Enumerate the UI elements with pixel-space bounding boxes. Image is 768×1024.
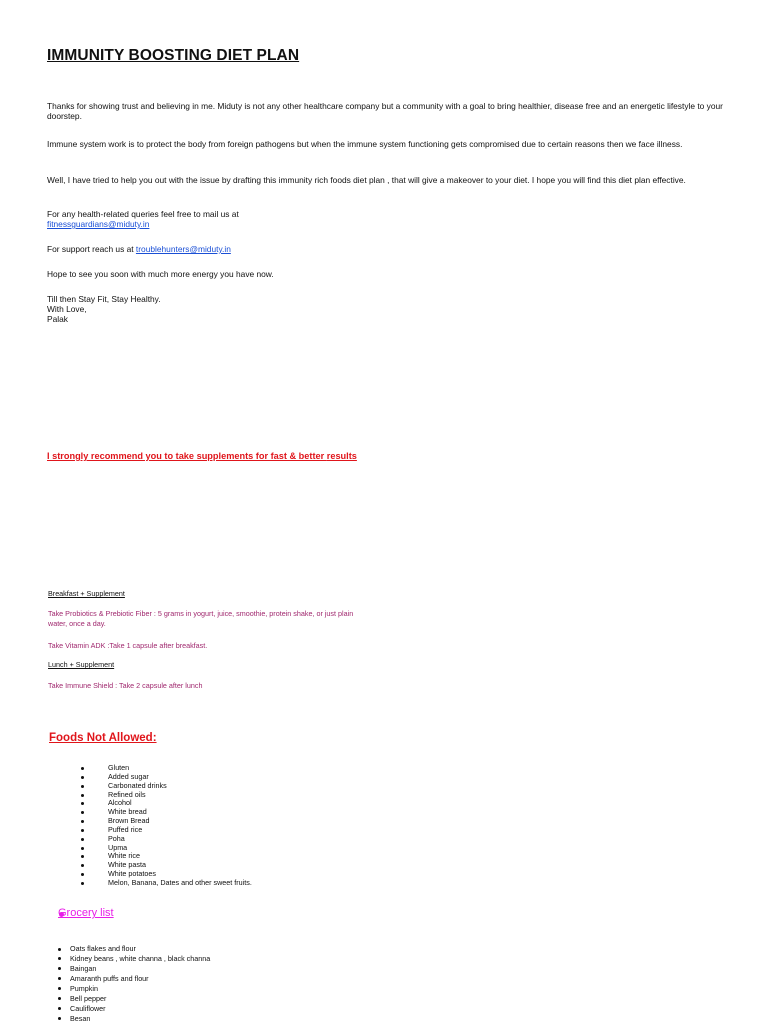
lunch-heading: Lunch + Supplement xyxy=(48,660,115,669)
list-item: Carbonated drinks xyxy=(80,782,252,791)
list-item: Brown Bread xyxy=(80,817,252,826)
contact-text: For any health-related queries feel free to mail us at xyxy=(47,209,239,219)
list-item: Besan xyxy=(58,1014,210,1024)
list-item: Melon, Banana, Dates and other sweet fruits. xyxy=(80,879,252,888)
list-item: Kidney beans , white channa , black channa xyxy=(58,954,210,964)
list-item: White pasta xyxy=(80,861,252,870)
foods-not-allowed-heading: Foods Not Allowed: xyxy=(49,732,157,744)
list-item: Alcohol xyxy=(80,799,252,808)
fitness-email-link[interactable]: fitnessguardians@miduty.in xyxy=(47,219,150,229)
list-item: White rice xyxy=(80,852,252,861)
list-item: Added sugar xyxy=(80,773,252,782)
page-title: IMMUNITY BOOSTING DIET PLAN xyxy=(47,47,300,64)
results-link[interactable]: results xyxy=(326,451,357,461)
signoff-name: Palak xyxy=(47,314,68,324)
foods-not-allowed-list xyxy=(80,764,252,888)
supplement-recommendation xyxy=(47,451,357,461)
grocery-list-heading[interactable]: Grocery list xyxy=(58,907,114,919)
lunch-supplement-1: Take Immune Shield : Take 2 capsule after lunch xyxy=(48,681,203,690)
list-item: Bell pepper xyxy=(58,994,210,1004)
list-item: Poha xyxy=(80,835,252,844)
breakfast-heading: Breakfast + Supplement xyxy=(48,589,125,598)
list-item: Oats flakes and flour xyxy=(58,944,210,954)
list-item: Cauliflower xyxy=(58,1004,210,1014)
signoff xyxy=(47,294,723,324)
list-item: White bread xyxy=(80,808,252,817)
list-item: Pumpkin xyxy=(58,984,210,994)
support-email-link[interactable]: troublehunters@miduty.in xyxy=(135,244,231,254)
list-item: Puffed rice xyxy=(80,826,252,835)
intro-paragraph-1: Thanks for showing trust and believing in me. Miduty is not any other healthcare company but a community with a goal to bring healthier, disease free and an energetic lifestyle to your doorstep. xyxy=(47,101,723,121)
contact-block xyxy=(47,209,723,229)
intro-paragraph-3: Well, I have tried to help you out with the issue by drafting this immunity rich foods diet plan , that will give a makeover to your diet. I hope you will find this diet plan effective. xyxy=(47,175,686,185)
list-item: Baingan xyxy=(58,964,210,974)
list-item: Refined oils xyxy=(80,791,252,800)
support-line xyxy=(47,244,723,254)
recommendation-text: I strongly recommend you to take supplements for fast & better xyxy=(47,451,327,461)
signoff-line-2: With Love, xyxy=(47,304,87,314)
signoff-line-1: Till then Stay Fit, Stay Healthy. xyxy=(47,294,161,304)
list-item: Upma xyxy=(80,844,252,853)
breakfast-supplement-1: Take Probiotics & Prebiotic Fiber : 5 grams in yogurt, juice, smoothie, protein shake, or just plain water, once a day. xyxy=(48,609,354,628)
list-item: Gluten xyxy=(80,764,252,773)
list-item: Amaranth puffs and flour xyxy=(58,974,210,984)
intro-paragraph-2: Immune system work is to protect the body from foreign pathogens but when the immune system functioning gets compromised due to certain reasons then we face illness. xyxy=(47,139,683,149)
intro-paragraph-6: Hope to see you soon with much more energy you have now. xyxy=(47,269,274,279)
support-text: For support reach us at xyxy=(47,244,136,254)
list-item: White potatoes xyxy=(80,870,252,879)
grocery-list xyxy=(58,944,210,1024)
breakfast-supplement-2: Take Vitamin ADK :Take 1 capsule after breakfast. xyxy=(48,641,208,650)
